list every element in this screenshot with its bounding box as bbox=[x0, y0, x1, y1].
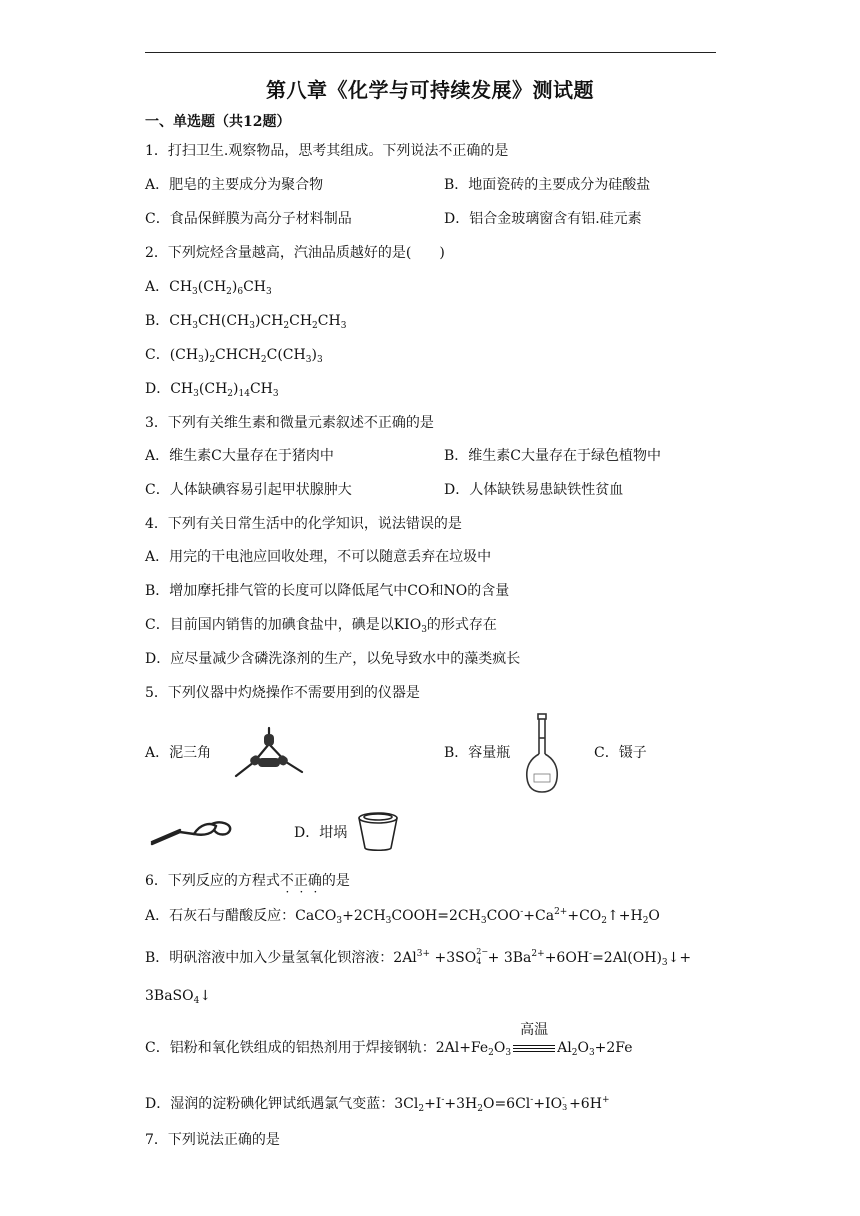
crucible-icon bbox=[356, 810, 400, 854]
q2-option-d[interactable]: D．$CH_3(CH_2)_{14}CH_3$ bbox=[145, 381, 279, 399]
tweezers-icon bbox=[150, 818, 234, 848]
question-7-stem: 7．下列说法正确的是 bbox=[145, 1132, 280, 1148]
question-5-stem: 5．下列仪器中灼烧操作不需要用到的仪器是 bbox=[145, 685, 420, 701]
q3-option-c[interactable]: C．人体缺碘容易引起甲状腺肿大 bbox=[145, 482, 352, 498]
clay-triangle-icon bbox=[232, 722, 306, 782]
question-3-stem: 3．下列有关维生素和微量元素叙述不正确的是 bbox=[145, 415, 434, 431]
q2-option-c[interactable]: C．$(CH_3)_2CHCH_2C(CH_3)_3$ bbox=[145, 347, 323, 365]
q1-option-c[interactable]: C．食品保鲜膜为高分子材料制品 bbox=[145, 211, 352, 227]
q3-option-d[interactable]: D．人体缺铁易患缺铁性贫血 bbox=[444, 482, 624, 498]
question-4-stem: 4．下列有关日常生活中的化学知识，说法错误的是 bbox=[145, 516, 462, 532]
q3-option-a[interactable]: A．维生素C大量存在于猪肉中 bbox=[145, 448, 334, 464]
volumetric-flask-icon bbox=[524, 712, 560, 796]
question-6-stem: 6．下列反应的方程式不正确的是 bbox=[145, 873, 350, 889]
q4-option-a[interactable]: A．用完的干电池应回收处理，不可以随意丢弃在垃圾中 bbox=[145, 549, 492, 565]
q6-option-b[interactable]: B．明矾溶液中加入少量氢氧化钡溶液：$2Al^{3+} +3SO$ 2− 4 + $3Ba^{2+}+6OH^-=2Al(OH)_3↓+$ bbox=[145, 947, 692, 968]
q2-option-a[interactable]: A．$CH_3(CH_2)_6CH_3$ bbox=[145, 279, 272, 297]
q3-option-b[interactable]: B．维生素C大量存在于绿色植物中 bbox=[444, 448, 661, 464]
q2-option-b[interactable]: B．$CH_3CH(CH_3)CH_2CH_2CH_3$ bbox=[145, 313, 347, 331]
q4-option-b[interactable]: B．增加摩托排气管的长度可以降低尾气中CO和NO的含量 bbox=[145, 583, 510, 599]
q6-option-d[interactable]: D．湿润的淀粉碘化钾试纸遇氯气变蓝：$3Cl_2+I^-+3H_2O=6Cl^-+IO$ - 3 +6H+ bbox=[145, 1093, 610, 1114]
q1-option-a[interactable]: A．肥皂的主要成分为聚合物 bbox=[145, 177, 324, 193]
q1-option-d[interactable]: D．铝合金玻璃窗含有铝.硅元素 bbox=[444, 211, 642, 227]
question-1-stem: 1．打扫卫生.观察物品，思考其组成。下列说法不正确的是 bbox=[145, 143, 509, 159]
q1-option-b[interactable]: B．地面瓷砖的主要成分为硅酸盐 bbox=[444, 177, 651, 193]
q6-option-a[interactable]: A．石灰石与醋酸反应：$CaCO_3+2CH_3COOH=2CH_3COO^-+Ca^{2+}+CO_2↑+H_2O$ bbox=[145, 907, 660, 926]
q6-option-b-continued: 3BaSO$_4$↓ bbox=[145, 988, 212, 1006]
q5-option-d[interactable]: D．坩埚 bbox=[294, 825, 348, 841]
question-2-stem: 2．下列烷烃含量越高，汽油品质越好的是( ) bbox=[145, 245, 445, 261]
q4-option-d[interactable]: D．应尽量减少含磷洗涤剂的生产，以免导致水中的藻类疯长 bbox=[145, 651, 521, 667]
q5-option-a[interactable]: A．泥三角 bbox=[145, 745, 212, 761]
reaction-condition-arrow: 高温 bbox=[513, 1038, 555, 1058]
q6-option-c[interactable]: C．铝粉和氧化铁组成的铝热剂用于焊接钢轨：$2Al+Fe_2O_3$ 高温 $Al_2O_3+2Fe$ bbox=[145, 1022, 633, 1058]
page-title: 第八章《化学与可持续发展》测试题 bbox=[266, 78, 594, 102]
q5-option-c[interactable]: C．镊子 bbox=[594, 745, 647, 761]
section-heading: 一、单选题（共12题） bbox=[145, 114, 291, 130]
q5-option-b[interactable]: B．容量瓶 bbox=[444, 745, 511, 761]
q4-option-c[interactable]: C．目前国内销售的加碘食盐中，碘是以$KIO_3$的形式存在 bbox=[145, 617, 497, 635]
header-rule bbox=[145, 52, 716, 53]
